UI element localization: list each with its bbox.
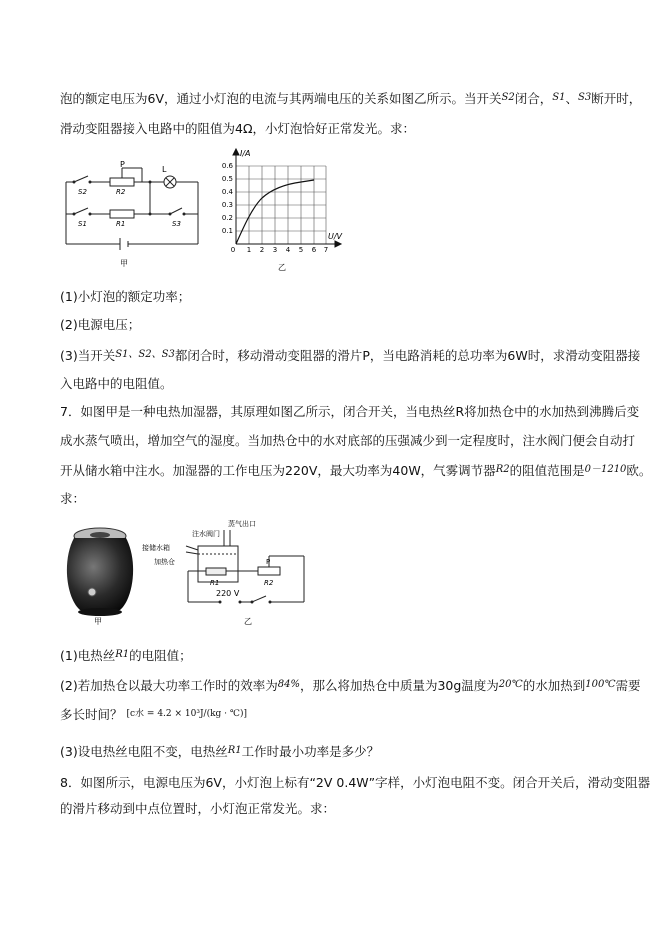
ytick: 0.5 xyxy=(221,175,233,183)
label-p: P xyxy=(120,160,125,169)
ytick: 0.1 xyxy=(221,227,233,235)
temp-start: 20℃ xyxy=(498,679,523,690)
caption-yi: 乙 xyxy=(278,263,286,272)
xtick: 6 xyxy=(311,246,317,254)
xtick: 5 xyxy=(298,246,304,254)
p7-text: 工作时最小功率是多少？ xyxy=(241,744,380,759)
p6-q3-line2: 入电路中的电阻值。 xyxy=(60,376,173,391)
r1-label: R1 xyxy=(227,745,242,756)
label-voltage: 220 V xyxy=(216,589,240,598)
label-valve: 注水阀门 xyxy=(192,530,220,538)
caption-jia: 甲 xyxy=(120,259,128,268)
p7-text: 的水加热到 xyxy=(522,678,586,693)
p7-q2-line1 xyxy=(60,677,641,694)
label-heating-chamber: 加热仓 xyxy=(154,558,175,566)
p7-q1 xyxy=(60,647,192,664)
p7-line2: 成水蒸气喷出，增加空气的湿度。当加热仓中的水对底部的压强减少到一定程度时，注水阀门便会自动打 xyxy=(60,433,636,448)
r2-label: R2 xyxy=(495,464,510,475)
p7-text: 开从储水箱中注水。加湿器的工作电压为220V，最大功率为40W，气雾调节器 xyxy=(60,463,496,478)
p7-text: ，那么将加热仓中质量为30g温度为 xyxy=(299,678,499,693)
p6-q2: (2)电源电压； xyxy=(60,317,141,332)
p6-text: 闭合， xyxy=(514,91,553,106)
p7-text: 需要 xyxy=(615,678,641,693)
label-s1: S1 xyxy=(78,220,87,228)
switch-s3-label: S3 xyxy=(577,92,592,103)
p6-line2: 滑动变阻器接入电路中的阻值为4Ω，小灯泡恰好正常发光。求： xyxy=(60,121,416,136)
label-steam-outlet: 蒸气出口 xyxy=(228,520,256,528)
label-p: P xyxy=(266,558,271,566)
xlabel: U/V xyxy=(328,232,343,241)
circuit-diagram-jia xyxy=(58,158,208,270)
p7-text: 多长时间？ xyxy=(60,707,123,722)
label-r1: R1 xyxy=(210,579,220,587)
p8-line1: 8．如图所示，电源电压为6V，小灯泡上标有“2V 0.4W”字样，小灯泡电阻不变。闭合开关后，滑动变阻器 xyxy=(60,775,651,790)
p6-text: (3)当开关 xyxy=(60,348,116,363)
p7-text: (3)设电热丝电阻不变，电热丝 xyxy=(60,744,228,759)
p6-text: 、 xyxy=(565,91,578,106)
p6-text: 都闭合时，移动滑动变阻器的滑片P，当电路消耗的总功率为6W时，求滑动变阻器接 xyxy=(174,348,641,363)
caption-yi-7: 乙 xyxy=(244,617,252,626)
p6-text: 泡的额定电压为6V，通过小灯泡的电流与其两端电压的关系如图乙所示。当开关 xyxy=(60,91,502,106)
xtick: 0 xyxy=(230,246,236,254)
p7-line4: 求： xyxy=(60,491,86,506)
iu-graph-yi xyxy=(216,146,351,274)
specific-heat-formula: [c水 = 4.2 × 10³J/(kg · ℃)] xyxy=(126,709,247,719)
p7-line1: 7．如图甲是一种电热加湿器，其原理如图乙所示，闭合开关，当电热丝R将加热仓中的水加热到沸腾后变 xyxy=(60,404,640,419)
label-tank-connection: 接储水箱 xyxy=(142,544,170,552)
xtick: 2 xyxy=(259,246,265,254)
label-l: L xyxy=(162,165,167,174)
p7-text: 的阻值范围是 xyxy=(509,463,585,478)
p6-text: 断开时， xyxy=(591,91,642,106)
temp-end: 100℃ xyxy=(585,679,616,690)
label-s3: S3 xyxy=(172,220,181,228)
humidifier-circuit-yi xyxy=(140,516,320,628)
range-label: 0－1210 xyxy=(584,464,627,475)
ytick: 0.3 xyxy=(221,201,233,209)
p6-line1 xyxy=(60,90,641,107)
p7-text: (2)若加热仓以最大功率工作时的效率为 xyxy=(60,678,278,693)
switches-label: S1、S2、S3 xyxy=(115,349,175,360)
p7-line3 xyxy=(60,462,651,479)
humidifier-photo-jia xyxy=(60,520,140,626)
r1-label: R1 xyxy=(115,649,130,660)
xtick: 3 xyxy=(272,246,278,254)
ytick: 0.2 xyxy=(221,214,233,222)
label-r2: R2 xyxy=(116,188,126,196)
switch-s2-label: S2 xyxy=(501,92,515,103)
xtick: 4 xyxy=(285,246,291,254)
p7-q3 xyxy=(60,743,379,760)
ytick: 0.4 xyxy=(221,188,233,196)
switch-s1-label: S1 xyxy=(552,92,566,103)
efficiency-value: 84% xyxy=(277,679,300,690)
ytick: 0.6 xyxy=(221,162,233,170)
p7-text: (1)电热丝 xyxy=(60,648,116,663)
p7-q2-line2 xyxy=(60,706,247,723)
caption-jia-7: 甲 xyxy=(94,617,102,626)
p8-line2: 的滑片移动到中点位置时，小灯泡正常发光。求： xyxy=(60,801,336,816)
p7-text: 的电阻值； xyxy=(129,648,192,663)
label-s2: S2 xyxy=(78,188,87,196)
xtick: 1 xyxy=(246,246,252,254)
p6-q3-line1 xyxy=(60,347,640,364)
ylabel: I/A xyxy=(240,149,251,158)
xtick: 7 xyxy=(323,246,329,254)
label-r2: R2 xyxy=(264,579,274,587)
label-r1: R1 xyxy=(116,220,126,228)
p6-q1: (1)小灯泡的额定功率； xyxy=(60,289,191,304)
p7-text: 欧。 xyxy=(626,463,652,478)
